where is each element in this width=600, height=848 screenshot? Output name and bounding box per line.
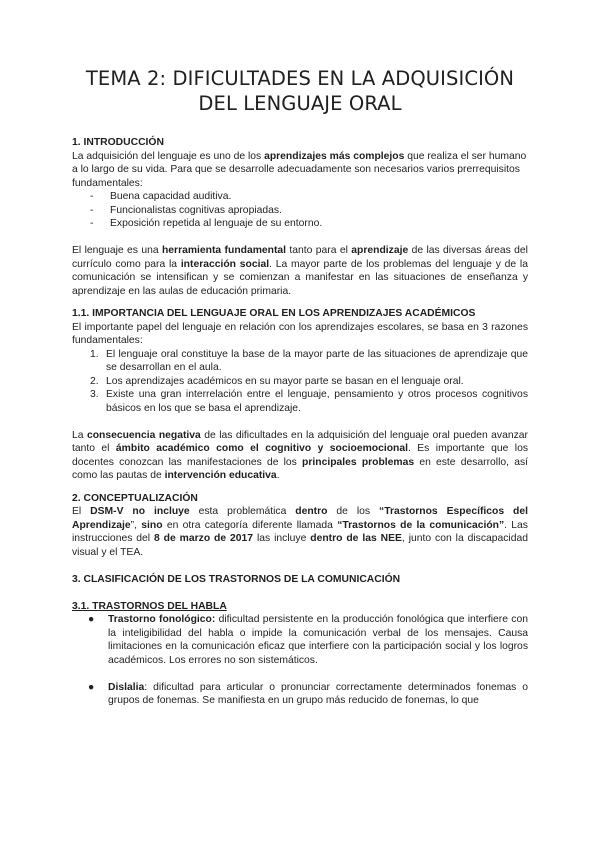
list-item: 1. El lenguaje oral constituye la base de la mayor parte de las situaciones de aprendizaje que se desarrollan en el aula. bbox=[90, 348, 528, 373]
heading-clasificacion: 3. CLASIFICACIÓN DE LOS TRASTORNOS DE LA COMUNICACIÓN bbox=[72, 573, 401, 585]
heading-importancia: 1.1. IMPORTANCIA DEL LENGUAJE ORAL EN LOS APRENDIZAJES ACADÉMICOS bbox=[72, 308, 476, 319]
heading-conceptualizacion: 2. CONCEPTUALIZACIÓN bbox=[72, 492, 198, 504]
consecuencia-paragraph: La consecuencia negativa de las dificultades en la adquisición del lenguaje oral pueden avanzar tanto el ámbito académico como el cognitivo y socioemocional. Es importante que los docentes conozcan las manifestaciones de los principales problemas en este desarrollo, así como las pautas de intervención educativa. bbox=[72, 429, 529, 481]
list-item: - Exposición repetida al lenguaje de su entorno. bbox=[90, 217, 528, 231]
list-item: - Funcionalistas cognitivas apropiadas. bbox=[90, 204, 528, 218]
intro-paragraph: La adquisición del lenguaje es uno de los aprendizajes más complejos que realiza el ser humano a lo largo de su vida. Para que se desarrolle adecuadamente son necesarios varios prerrequisitos fundamentales: bbox=[72, 150, 527, 189]
list-item: 2. Los aprendizajes académicos en su mayor parte se basan en el lenguaje oral. bbox=[90, 375, 464, 387]
heading-introduccion: 1. INTRODUCCIÓN bbox=[72, 137, 164, 148]
heading-trastornos-habla: 3.1. TRASTORNOS DEL HABLA bbox=[72, 600, 227, 612]
bullet-icon: ● bbox=[88, 614, 95, 625]
document-title bbox=[72, 66, 528, 116]
list-item: ● Dislalia: dificultad para articular o pronunciar correctamente determinados fonemas o grupos de fonemas. Se manifiesta en un grupo más reducido de fonemas, lo que bbox=[88, 681, 528, 706]
lenguaje-paragraph: El lenguaje es una herramienta fundamental tanto para el aprendizaje de las diversas áreas del currículo como para la interacción social. La mayor parte de los problemas del lenguaje y de la comunicación se intensifican y se comienzan a manifestar en las situaciones de enseñanza y aprendizaje en las aulas de educación primaria. bbox=[72, 245, 528, 297]
list-item: - Buena capacidad auditiva. bbox=[90, 190, 528, 204]
title-line-1: TEMA 2: DIFICULTADES EN LA ADQUISICIÓN bbox=[85, 67, 515, 90]
list-item: 3. Existe una gran interrelación entre el lenguaje, pensamiento y otros procesos cognitivos básicos en los que se basa el aprendizaje. bbox=[90, 389, 528, 414]
trastornos-list bbox=[72, 613, 528, 667]
trastornos-list-2 bbox=[72, 681, 528, 708]
bullet-icon: ● bbox=[88, 681, 95, 693]
reasons-list bbox=[72, 348, 528, 416]
importancia-intro: El importante papel del lenguaje en relación con los aprendizajes escolares, se basa en 3 razones fundamentales: bbox=[72, 321, 528, 346]
conceptualizacion-paragraph: El DSM-V no incluye esta problemática dentro de los “Trastornos Específicos del Aprendizaje”, sino en otra categoría diferente llamada “Trastornos de la comunicación”. Las instrucciones del 8 de marzo de 2017 las incluye dentro de las NEE, junto con la discapacidad visual y el TEA. bbox=[72, 506, 529, 558]
prerequisites-list bbox=[72, 190, 528, 231]
list-item: ● Trastorno fonológico: dificultad persistente en la producción fonológica que interfiere con la inteligibilidad del habla o impide la comunicación verbal de los mensajes. Causa limitaciones en la comunicación eficaz que interfiere con la participación social y los logros académicos. Los errores no son sistemáticos. bbox=[88, 614, 528, 666]
title-line-2: DEL LENGUAJE ORAL bbox=[198, 92, 402, 115]
